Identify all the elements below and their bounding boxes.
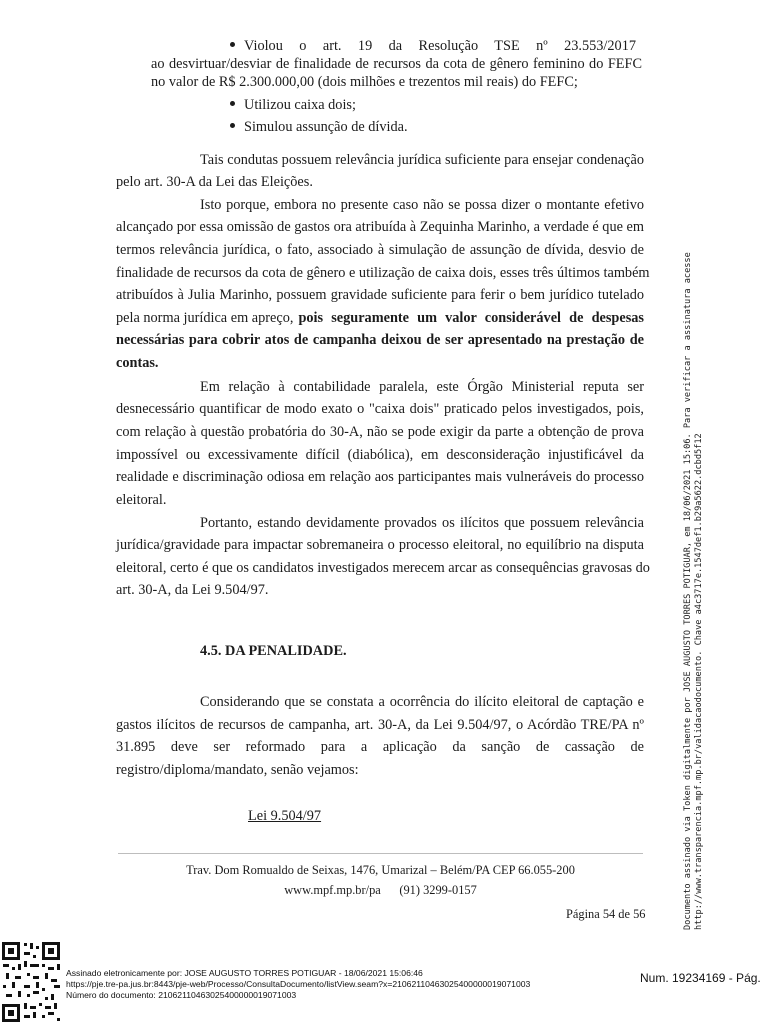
text-normal: pela norma jurídica em apreço, [116,310,294,326]
pje-num-page: Num. 19234169 - Pág. [640,971,761,985]
paragraph-line: pelo art. 30-A da Lei das Eleições. [116,174,313,190]
paragraph-line: alcançado por essa omissão de gastos ora atribuída à Zequinha Marinho, a verdade é que em [116,219,644,235]
page-number: Página 54 de 56 [566,907,646,921]
section-heading: 4.5. DA PENALIDADE. [200,643,347,659]
pje-document-number: Número do documento: 21062110463025400000019071003 [66,990,297,1000]
pje-signature-block [66,968,530,1001]
paragraph-line: art. 30-A, da Lei 9.504/97. [116,582,269,598]
paragraph-line: realidade e discriminação odiosa em relação aos participantes mais vulneráveis do processo [116,469,644,485]
bullet-icon [230,101,235,106]
footer-divider [118,853,643,854]
paragraph-line: com relação à questão probatória do 30-A, não se pode exigir da parte a obtenção de prova [116,424,644,440]
paragraph-line: desnecessário quantificar de modo exato o "caixa dois" praticado pelos investigados, pois, [116,401,644,417]
paragraph-line: 31.895 deve ser reformado para a aplicação da sanção de cassação de [116,739,644,755]
bullet-text-cont: no valor de R$ 2.300.000,00 (dois milhões e trezentos mil reais) do FEFC; [151,74,578,90]
bullet-item [230,96,356,114]
bullet-text: Utilizou caixa dois; [244,97,356,113]
paragraph-line-bold: contas. [116,355,159,371]
paragraph-line: Tais condutas possuem relevância jurídica suficiente para ensejar condenação [200,152,644,168]
paragraph-line: registro/diploma/mandato, senão vejamos: [116,762,359,778]
bullet-text-cont: ao desvirtuar/desviar de finalidade de recursos da cota de gênero feminino do FEFC [151,56,642,72]
side-signature-line: Documento assinado via Token digitalmente por JOSE AUGUSTO TORRES POTIGUAR, em 18/06/2021 15:06. Para verificar a assinatura acesse [683,252,693,930]
law-reference: Lei 9.504/97 [248,808,322,824]
paragraph-line: finalidade de recursos da cota de gênero e utilização de caixa dois, esses três últimos também [116,265,650,281]
bullet-item [230,118,408,136]
pje-document-url[interactable]: https://pje.tre-pa.jus.br:8443/pje-web/Processo/ConsultaDocumento/listView.seam?x=21062110463025400000019071003 [66,979,531,989]
pje-signed-by: Assinado eletronicamente por: JOSE AUGUSTO TORRES POTIGUAR - 18/06/2021 15:06:46 [66,968,423,978]
paragraph-line: termos relevância jurídica, o fato, associado à simulação de assunção de dívida, desvio de [116,242,644,258]
paragraph-line: Portanto, estando devidamente provados os ilícitos que possuem relevância [200,515,644,531]
paragraph-line [116,309,644,327]
paragraph-line-bold: necessárias para cobrir atos de campanha deixou de ser apresentado na prestação de [116,332,644,348]
bullet-item [230,37,642,55]
qr-code-icon [0,940,62,1024]
bullet-text: Simulou assunção de dívida. [244,119,408,135]
paragraph-line: gastos ilícitos de recursos de campanha, art. 30-A, da Lei 9.504/97, o Acórdão TRE/PA nº [116,717,644,733]
footer-address: Trav. Dom Romualdo de Seixas, 1476, Umarizal – Belém/PA CEP 66.055-200 [186,863,575,877]
footer-contact: www.mpf.mp.br/pa (91) 3299-0157 [284,883,477,897]
side-signature-note [683,252,705,930]
text-bold: pois seguramente um valor considerável de despesas [298,310,644,326]
paragraph-line: Em relação à contabilidade paralela, este Órgão Ministerial reputa ser [200,379,644,395]
paragraph-line: Considerando que se constata a ocorrência do ilícito eleitoral de captação e [200,694,644,710]
paragraph-line: jurídica/gravidade para impactar sobremaneira o processo eleitoral, no equilíbrio na disputa [116,537,644,553]
paragraph-line: impossível ou excessivamente difícil (diabólica), em desconsideração injustificável da [116,447,644,463]
paragraph-line: eleitoral, certo é que os candidatos investigados merecem arcar as consequências gravosas do [116,560,650,576]
bullet-text: Violou o art. 19 da Resolução TSE nº 23.553/2017 [244,38,636,54]
side-signature-line: http://www.transparencia.mpf.mp.br/validacaodocumento. Chave a4c3717e.1547def1.b29a5622.dcbd5f12 [694,433,704,930]
paragraph-line: Isto porque, embora no presente caso não se possa dizer o montante efetivo [200,197,644,213]
bullet-icon [230,123,235,128]
paragraph-line: atribuídos à Julia Marinho, possuem gravidade suficiente para ferir o bem jurídico tutelado [116,287,644,303]
paragraph-line: eleitoral. [116,492,167,508]
bullet-icon [230,42,235,47]
